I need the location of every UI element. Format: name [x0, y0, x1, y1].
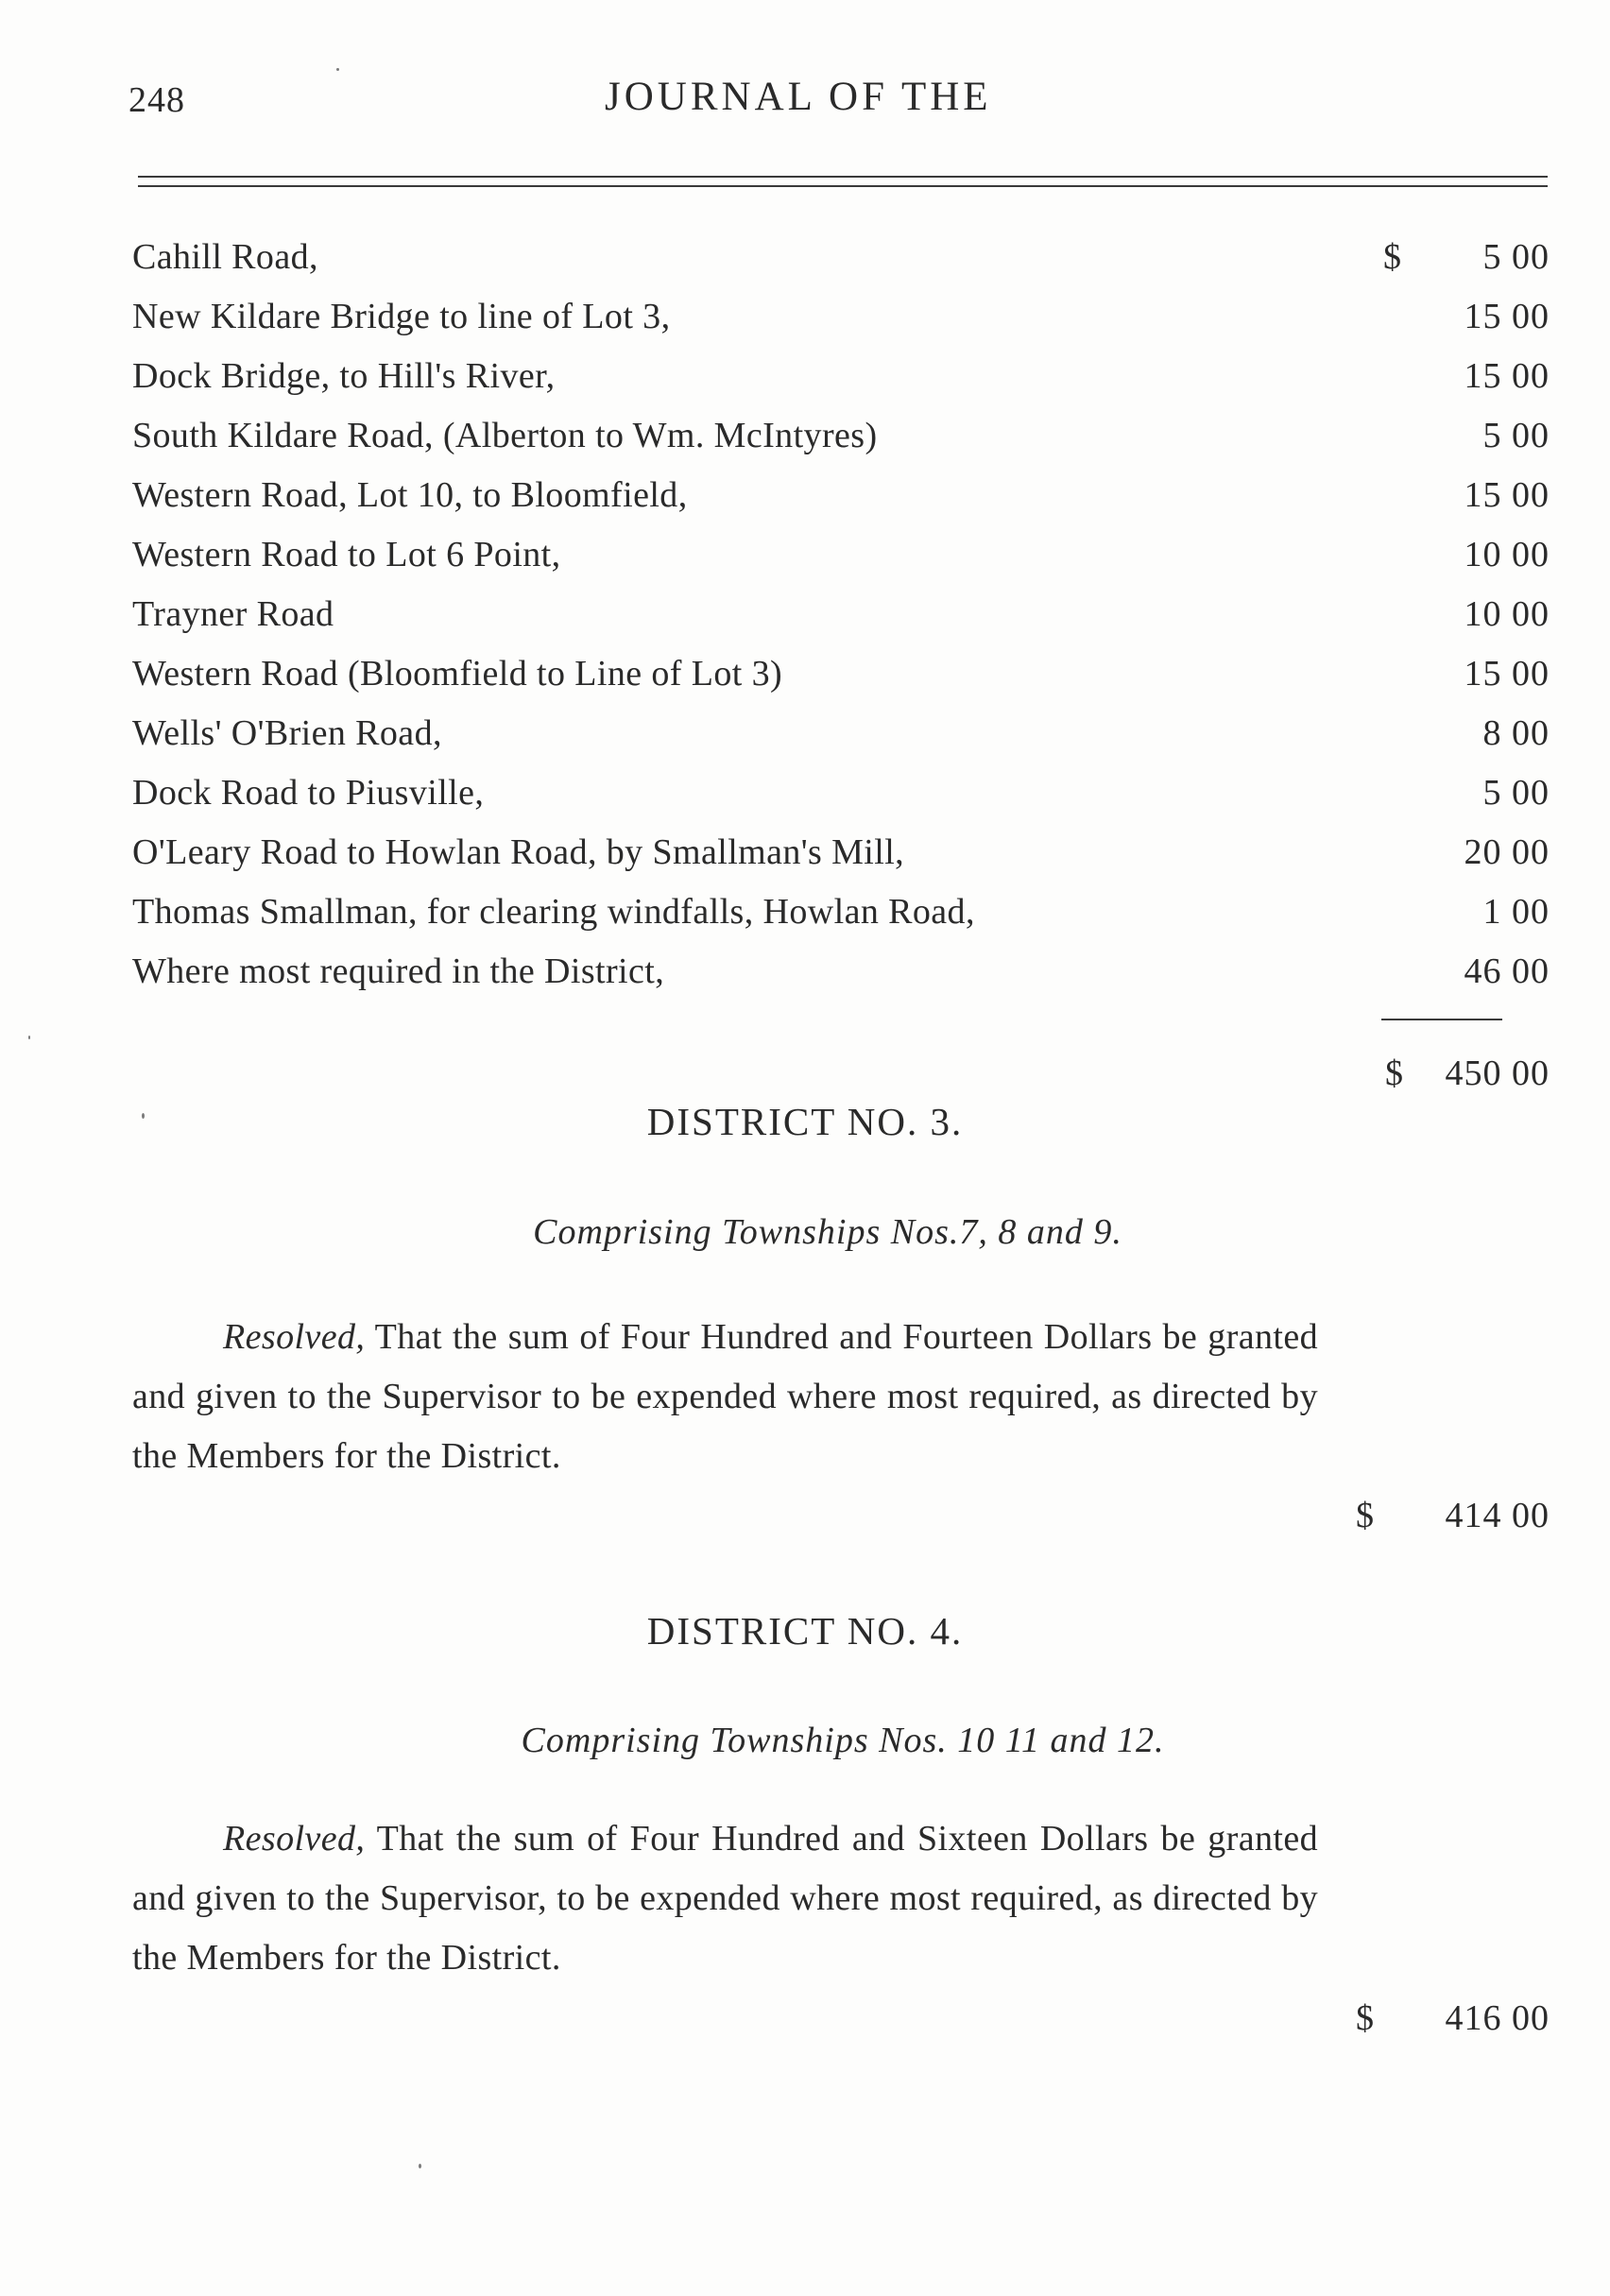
list-item — [132, 828, 1550, 887]
district-4-resolution — [132, 1809, 1318, 1988]
total-dollar-sign: $ — [1385, 1054, 1403, 1093]
district-4-dollar-sign: $ — [1356, 1998, 1374, 2038]
district-4-resolution-text: That the sum of Four Hundred and Sixteen Dollars be granted and given to the Supervisor, to be expended where most required, as directed by the Members for the District. — [132, 1819, 1318, 1978]
total-amount: 450 00 — [1445, 1054, 1550, 1093]
district-total — [132, 1049, 1550, 1102]
entry-description: Western Road to Lot 6 Point, — [132, 535, 561, 574]
entry-description: O'Leary Road to Howlan Road, by Smallman's Mill, — [132, 832, 905, 872]
entry-amount: 5 00 — [1482, 773, 1550, 813]
entry-description: Thomas Smallman, for clearing windfalls, Howlan Road, — [132, 892, 975, 932]
entry-amount: 15 00 — [1464, 297, 1550, 336]
list-item — [132, 887, 1550, 947]
list-item — [132, 471, 1550, 530]
list-item — [132, 768, 1550, 828]
entry-amount: 10 00 — [1464, 594, 1550, 634]
district-4-resolved-keyword: Resolved, — [223, 1819, 366, 1859]
list-item — [132, 709, 1550, 768]
district-3-amount: 414 00 — [1445, 1496, 1550, 1535]
total-rule — [1381, 1019, 1502, 1020]
scan-speck — [28, 1036, 30, 1039]
entry-amount: 15 00 — [1464, 654, 1550, 694]
entry-amount: 20 00 — [1464, 832, 1550, 872]
entry-amount: 8 00 — [1482, 713, 1550, 753]
header-rule-top — [138, 176, 1548, 178]
header-rule-bottom — [138, 185, 1548, 187]
entry-description: New Kildare Bridge to line of Lot 3, — [132, 297, 671, 336]
list-item — [132, 947, 1550, 1006]
entry-amount: 15 00 — [1464, 356, 1550, 396]
entry-description: Where most required in the District, — [132, 951, 665, 991]
district-4-comprising: Comprising Townships Nos. 10 11 and 12. — [521, 1721, 1165, 1760]
entry-description: South Kildare Road, (Alberton to Wm. McIntyres) — [132, 416, 878, 455]
district-3-resolved-keyword: Resolved, — [223, 1317, 366, 1357]
list-item — [132, 411, 1550, 471]
scan-speck — [419, 2164, 421, 2168]
entry-description: Trayner Road — [132, 594, 334, 634]
district-3-resolution-text: That the sum of Four Hundred and Fourteen Dollars be granted and given to the Supervisor to be expended where most required, as directed by the Members for the District. — [132, 1317, 1318, 1476]
district-4-amount: 416 00 — [1445, 1998, 1550, 2038]
scan-speck — [142, 1113, 145, 1119]
page-number: 248 — [128, 80, 185, 120]
entry-description: Cahill Road, — [132, 237, 318, 277]
list-item — [132, 232, 1550, 292]
list-item — [132, 292, 1550, 351]
entry-description: Western Road, Lot 10, to Bloomfield, — [132, 475, 688, 515]
road-appropriations-list — [132, 232, 1550, 1006]
scan-speck — [336, 68, 339, 71]
district-3-comprising: Comprising Townships Nos.7, 8 and 9. — [533, 1212, 1122, 1252]
entry-amount: 10 00 — [1464, 535, 1550, 574]
list-item — [132, 530, 1550, 590]
district-4-heading: DISTRICT NO. 4. — [646, 1609, 964, 1653]
list-item — [132, 351, 1550, 411]
entry-dollar-sign: $ — [1383, 237, 1401, 277]
district-3-dollar-sign: $ — [1356, 1496, 1374, 1535]
entry-description: Dock Road to Piusville, — [132, 773, 485, 813]
entry-amount: 5 00 — [1482, 416, 1550, 455]
entry-amount: 5 00 — [1482, 237, 1550, 277]
district-3-heading: DISTRICT NO. 3. — [646, 1100, 964, 1143]
entry-description: Western Road (Bloomfield to Line of Lot 3) — [132, 654, 783, 694]
entry-description: Dock Bridge, to Hill's River, — [132, 356, 556, 396]
list-item — [132, 590, 1550, 649]
entry-amount: 46 00 — [1464, 951, 1550, 991]
entry-amount: 1 00 — [1482, 892, 1550, 932]
entry-amount: 15 00 — [1464, 475, 1550, 515]
list-item — [132, 649, 1550, 709]
entry-description: Wells' O'Brien Road, — [132, 713, 442, 753]
running-head: JOURNAL OF THE — [605, 75, 992, 119]
district-3-resolution — [132, 1308, 1318, 1486]
